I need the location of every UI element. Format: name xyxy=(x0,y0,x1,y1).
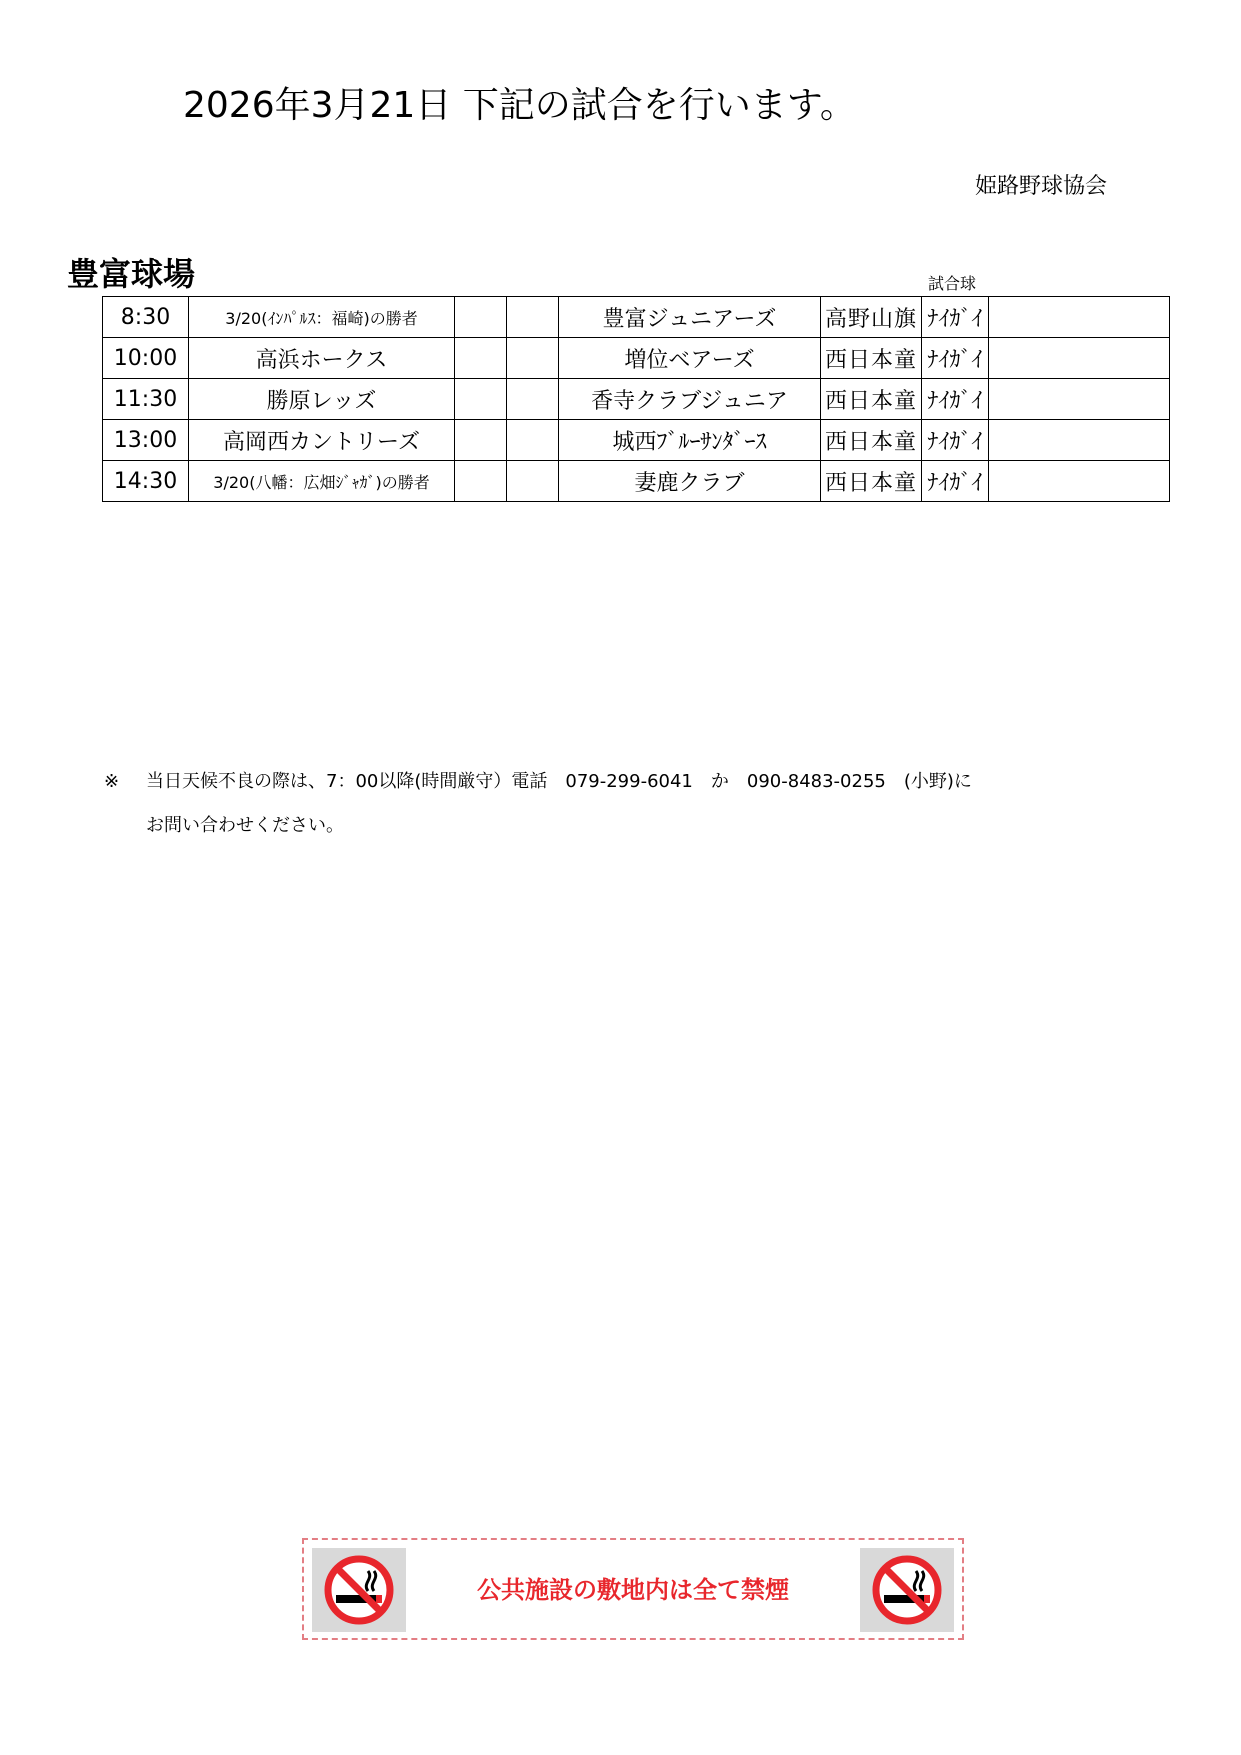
remarks-cell xyxy=(989,420,1170,461)
tournament-name: 西日本童 xyxy=(821,338,922,379)
no-smoking-banner xyxy=(302,1538,964,1640)
table-row xyxy=(103,297,1170,338)
tournament-name: 西日本童 xyxy=(821,461,922,502)
schedule-table xyxy=(102,296,1170,502)
game-ball: ﾅｲｶﾞｲ xyxy=(922,379,989,420)
away-team: 香寺クラブジュニア xyxy=(559,379,821,420)
game-ball: ﾅｲｶﾞｲ xyxy=(922,420,989,461)
away-team: 城西ﾌﾞﾙｰｻﾝﾀﾞｰｽ xyxy=(559,420,821,461)
away-team: 豊富ジュニアーズ xyxy=(559,297,821,338)
game-time: 11:30 xyxy=(103,379,189,420)
away-score xyxy=(507,297,559,338)
home-score xyxy=(455,461,507,502)
home-score xyxy=(455,379,507,420)
home-team: 勝原レッズ xyxy=(189,379,455,420)
away-score xyxy=(507,338,559,379)
game-ball: ﾅｲｶﾞｲ xyxy=(922,338,989,379)
game-time: 13:00 xyxy=(103,420,189,461)
game-time: 10:00 xyxy=(103,338,189,379)
remarks-cell xyxy=(989,461,1170,502)
home-team: 3/20(八幡：広畑ｼﾞｬｶﾞ)の勝者 xyxy=(189,461,455,502)
note-mark: ※ xyxy=(104,771,120,792)
game-ball: ﾅｲｶﾞｲ xyxy=(922,461,989,502)
weather-notice xyxy=(104,760,972,848)
table-row xyxy=(103,420,1170,461)
table-row xyxy=(103,338,1170,379)
away-score xyxy=(507,379,559,420)
home-team: 高岡西カントリーズ xyxy=(189,420,455,461)
no-smoking-icon xyxy=(860,1548,954,1632)
game-ball: ﾅｲｶﾞｲ xyxy=(922,297,989,338)
ball-column-label: 試合球 xyxy=(928,274,977,293)
tournament-name: 高野山旗 xyxy=(821,297,922,338)
no-smoking-text: 公共施設の敷地内は全て禁煙 xyxy=(477,1576,789,1604)
away-team: 増位ベアーズ xyxy=(559,338,821,379)
away-score xyxy=(507,461,559,502)
game-time: 8:30 xyxy=(103,297,189,338)
organizer-name: 姫路野球協会 xyxy=(975,174,1108,199)
home-team: 高浜ホークス xyxy=(189,338,455,379)
tournament-name: 西日本童 xyxy=(821,379,922,420)
tournament-name: 西日本童 xyxy=(821,420,922,461)
table-row xyxy=(103,379,1170,420)
home-team: 3/20(ｲﾝﾊﾟﾙｽ：福崎)の勝者 xyxy=(189,297,455,338)
notice-line-2: お問い合わせください。 xyxy=(146,815,344,836)
remarks-cell xyxy=(989,297,1170,338)
notice-line-1: 当日天候不良の際は、7：00以降(時間厳守）電話 079-299-6041 か 090-8483-0255 (小野)に xyxy=(146,771,972,792)
remarks-cell xyxy=(989,379,1170,420)
home-score xyxy=(455,420,507,461)
game-time: 14:30 xyxy=(103,461,189,502)
away-score xyxy=(507,420,559,461)
table-row xyxy=(103,461,1170,502)
venue-name: 豊富球場 xyxy=(67,255,196,293)
away-team: 妻鹿クラブ xyxy=(559,461,821,502)
page-title: 2026年3月21日 下記の試合を行います。 xyxy=(183,85,856,126)
home-score xyxy=(455,338,507,379)
home-score xyxy=(455,297,507,338)
remarks-cell xyxy=(989,338,1170,379)
